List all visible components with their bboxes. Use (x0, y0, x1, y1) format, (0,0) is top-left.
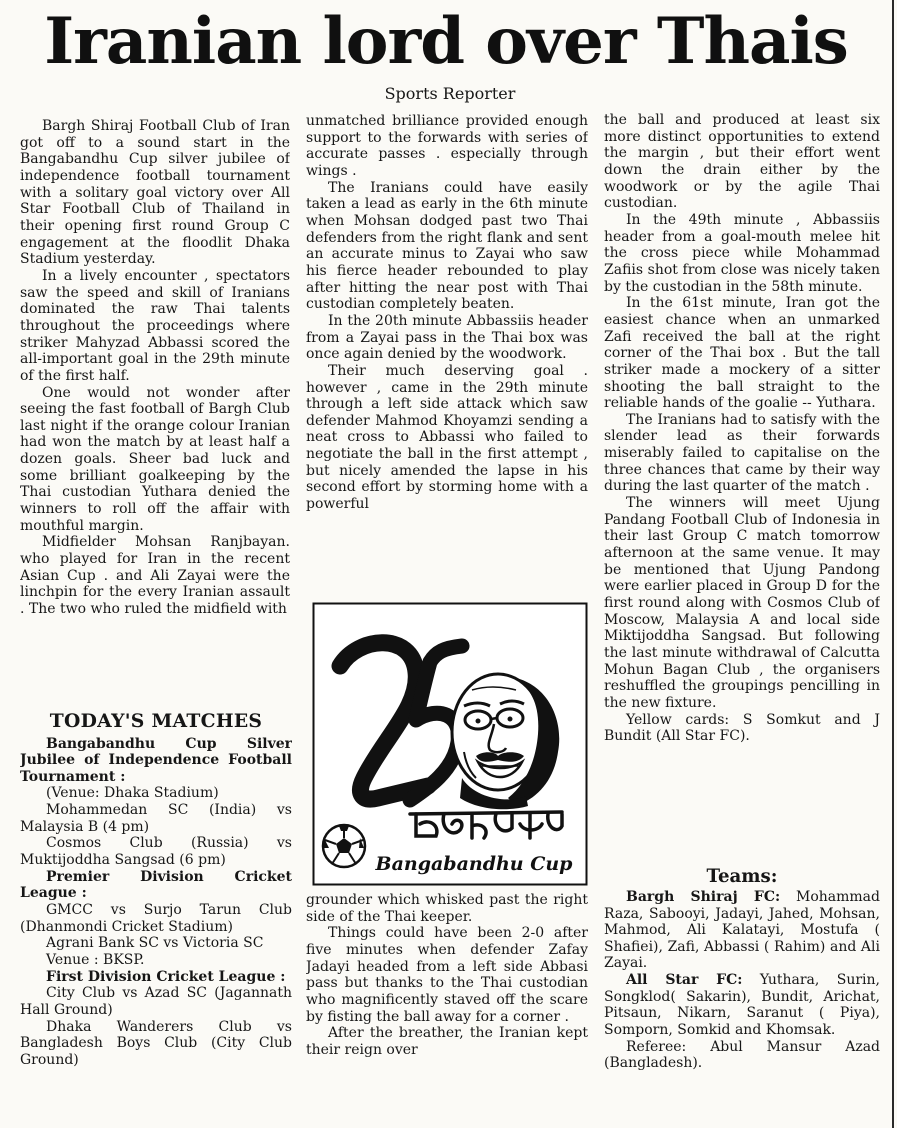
byline: Sports Reporter (384, 84, 516, 103)
football-icon (323, 825, 365, 867)
column-2-article-bottom (306, 892, 588, 1122)
page-edge-rule (892, 0, 894, 1128)
article-paragraph: After the breather, the Iranian kept their reign over (306, 1025, 588, 1058)
team-players: Mohammad Raza, Sabooyi, Jadayi, Jahed, Mohsan, Mahmod, Ali Kalatayi, Mostufa ( Shafiei), Zafi, Abbassi ( Rahim) and Ali Zayai. (604, 888, 880, 972)
article-paragraph: Things could have been 2-0 after five minutes when defender Zafay Jadayi headed from a left side Abbasi pass but thanks to the Thai custodian who magnificently staved off the scare by fisting the ball away for a corner . (306, 925, 588, 1025)
headline: Iranian lord over Thais (44, 4, 848, 79)
article-paragraph: The Iranians had to satisfy with the slender lead as their forwards miserably failed to capitalise on the three chances that came by their way during the last quarter of the match . (604, 411, 880, 495)
bangabandhu-cup-logo (312, 602, 588, 886)
referee: Referee: Abul Mansur Azad (Bangladesh). (604, 1038, 880, 1072)
article-paragraph: In a lively encounter , spectators saw the speed and skill of Iranians dominated the raw Thai talents throughout the proceedings where striker Mahyzad Abbassi scored the all-important goal in the 29th minute of the first half. (20, 267, 290, 384)
glasses-bridge (491, 718, 497, 719)
portrait-eye (476, 719, 481, 724)
team-all-star (604, 972, 880, 1039)
column-3-article (604, 112, 880, 864)
article-paragraph: unmatched brilliance provided enough support to the forwards with series of accurate passes . especially through wings . (306, 113, 588, 179)
article-paragraph: In the 61st minute, Iran got the easiest chance when an unmarked Zafi received the ball at the right corner of the Thai box . But the tall striker made a mockery of a sitter shooting the ball straight to the reliable hands of the goalie -- Yuthara. (604, 295, 880, 412)
team-bargh-shiraj (604, 889, 880, 972)
fixture-item: Dhaka Wanderers Club vs Bangladesh Boys Club (City Club Ground) (20, 1018, 292, 1068)
portrait-eye (508, 717, 513, 722)
fixture-item: Agrani Bank SC vs Victoria SC (46, 935, 264, 952)
team-label: Bargh Shiraj FC: (626, 888, 781, 905)
column-1-article (20, 118, 290, 702)
article-paragraph: the ball and produced at least six more distinct opportunities to extend the margin , but their effort went down the drain either by the woodwork or by the agile Thai custodian. (604, 112, 880, 212)
article-paragraph: Midfielder Mohsan Ranjbayan. who played for Iran in the recent Asian Cup . and Ali Zayai were the linchpin for the every Iranian assault . The two who ruled the midfield with (20, 534, 290, 618)
fixture-heading: Bangabandhu Cup Silver Jubilee of Independence Football Tournament : (20, 735, 292, 785)
logo-graphic (312, 602, 588, 886)
article-paragraph: Their much deserving goal . however , came in the 29th minute through a left side attack which saw defender Mahmod Khoyamzi sending a neat cross to Abbassi who failed to negotiate the ball in the first attempt , but nicely amended the lapse in his second effort by storming home with a powerful (306, 362, 588, 513)
fixture-item: GMCC vs Surjo Tarun Club (Dhanmondi Cricket Stadium) (20, 902, 292, 935)
team-players: Yuthara, Surin, Songklod( Sakarin), Bundit, Arichat, Pitsaun, Nikarn, Saranut ( Piya), Somporn, Somkid and Khomsak. (604, 972, 880, 1039)
article-paragraph: The winners will meet Ujung Pandang Football Club of Indonesia in their last Group C match tomorrow afternoon at the same venue. It may be mentioned that Ujung Pandong were earlier placed in Group D for the first round along with Cosmos Club of Moscow, Malaysia A and local side Miktijoddha Sangsad. But following the last minute withdrawal of Calcutta Mohun Bagan Club , the organisers reshuffled the groupings pencilling in the new fixture. (604, 495, 880, 711)
logo-caption: Bangabandhu Cup (375, 853, 573, 875)
article-paragraph: The Iranians could have easily taken a lead as early in the 6th minute when Mohsan dodged past two Thai defenders from the right flank and sent an accurate minus to Zayai who saw his fierce header rebounded to play after hitting the near post with Thai custodian completely beaten. (306, 179, 588, 313)
fixture-heading: Premier Division Cricket League : (20, 868, 292, 902)
article-paragraph: In the 49th minute , Abbassiis header from a goal-mouth melee hit the cross piece while Mohammad Zafiis shot from close was nicely taken by the custodian in the 58th minute. (604, 211, 880, 295)
yellow-cards: Yellow cards: S Somkut and J Bundit (All Star FC). (604, 711, 880, 745)
fixture-item: Cosmos Club (Russia) vs Muktijoddha Sangsad (6 pm) (20, 835, 292, 869)
article-paragraph: In the 20th minute Abbassiis header from a Zayai pass in the Thai box was once again denied by the woodwork. (306, 312, 588, 363)
fixture-item: Mohammedan SC (India) vs Malaysia B (4 pm) (20, 802, 292, 835)
article-paragraph: One would not wonder after seeing the fast football of Bargh Club last night if the orange colour Iranian had won the match by at least half a dozen goals. Sheer bad luck and some brilliant goalkeeping by the Thai custodian Yuthara denied the winners to roll off the affair with mouthful margin. (20, 384, 290, 534)
fixture-item: City Club vs Azad SC (Jagannath Hall Ground) (20, 985, 292, 1019)
todays-matches-title: TODAY'S MATCHES (49, 710, 263, 732)
teams-title: Teams: (706, 866, 778, 887)
article-paragraph: Bargh Shiraj Football Club of Iran got off to a sound start in the Bangabandhu Cup silver jubilee of independence football tournament with a solitary goal victory over All Star Football Club of Thailand in their opening first round Group C engagement at the floodlit Dhaka Stadium yesterday. (20, 118, 290, 268)
fixture-venue: Venue : BKSP. (46, 952, 145, 969)
fixture-venue: (Venue: Dhaka Stadium) (46, 785, 219, 802)
column-2-article-top (306, 113, 588, 595)
teams-section (604, 866, 880, 1124)
todays-matches-box (20, 708, 292, 1122)
fixture-heading: First Division Cricket League : (46, 968, 286, 985)
article-paragraph: grounder which whisked past the right side of the Thai keeper. (306, 892, 588, 925)
team-label: All Star FC: (626, 972, 743, 989)
